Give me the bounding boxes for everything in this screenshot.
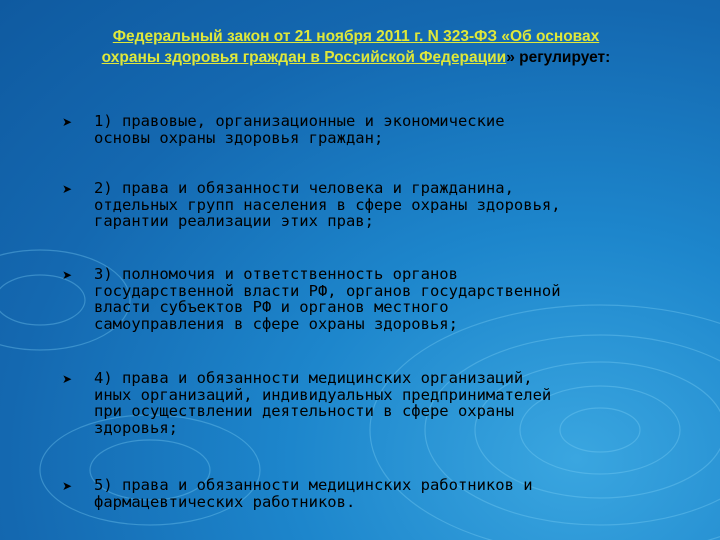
arrow-bullet-icon: ➤ bbox=[62, 479, 73, 493]
arrow-bullet-icon: ➤ bbox=[62, 115, 73, 129]
law-link[interactable]: Федеральный закон от 21 ноября 2011 г. N 323-ФЗ «Об основах охраны здоровья граждан в Российской Федерации bbox=[101, 28, 600, 66]
list-item-text: 2) права и обязанности человека и гражданина, отдельных групп населения в сфере охраны здоровья, гарантии реализации этих прав; bbox=[94, 179, 561, 230]
list-item-text: 3) полномочия и ответственность органов государственной власти РФ, органов государственной власти субъектов РФ и органов местного самоуправления в сфере охраны здоровья; bbox=[94, 265, 561, 333]
list-item-text: 1) правовые, организационные и экономические основы охраны здоровья граждан; bbox=[94, 112, 505, 147]
arrow-bullet-icon: ➤ bbox=[62, 372, 73, 386]
list-item-text: 5) права и обязанности медицинских работников и фармацевтических работников. bbox=[94, 476, 533, 511]
slide-title bbox=[96, 26, 616, 68]
title-suffix: » регулирует: bbox=[506, 49, 611, 66]
arrow-bullet-icon: ➤ bbox=[62, 182, 73, 196]
arrow-bullet-icon: ➤ bbox=[62, 268, 73, 282]
list-item-text: 4) права и обязанности медицинских организаций, иных организаций, индивидуальных предпринимателей при осуществлении деятельности в сфере охраны здоровья; bbox=[94, 369, 552, 437]
